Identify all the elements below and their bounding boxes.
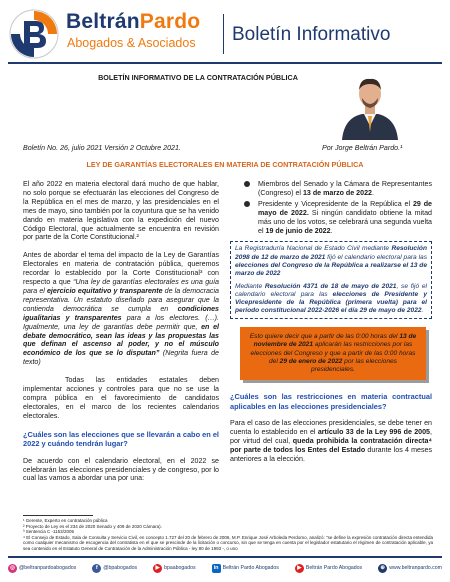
restriction-callout: Esto quiere decir que a partir de las 0:00 horas del 13 de noviembre de 2021 aplicarán las restricciones por las elecciones del Congreso y que a partir de las 0:00 horas del 29 de enero de 2022 por las elecciones presidenciales. bbox=[240, 327, 426, 380]
list-item: Miembros del Senado y la Cámara de Representantes (Congreso) el 13 de marzo de 2022. bbox=[246, 180, 432, 198]
firm-logo-icon bbox=[8, 8, 60, 60]
paragraph-court-quote: Antes de abordar el tema del impacto de la Ley de Garantías Electorales en materia de contratación pública, queremos recordar lo establecido por la Corte Constitucional³ con respecto a que “Una ley de garantías electorales es una guía para el ejercicio equitativo y transparente de la democracia representativa. Un estatuto diseñado para asegurar que la contienda democrática se cumpla en condiciones igualitarias y transparentes para a los electores. (…). Igualmente, una ley de garantías debe permitir que, en el debate democrático, sean las ideas y las propuestas las que definan el ascenso al poder, y no el músculo económico de los que se lo disputan” (Negrita fuera de texto) bbox=[23, 251, 220, 367]
footer-website-link[interactable]: ⊕ www.beltranpardo.com bbox=[378, 564, 442, 573]
brand-name: BeltránPardo bbox=[66, 10, 201, 33]
edition-line: Boletín No. 26, julio 2021 Versión 2 Octubre 2021. bbox=[23, 144, 181, 152]
paragraph-entities: Todas las entidades estatales deben implementar acciones y controles para que no se use la compra pública en el favorecimiento de candidatos electorales, en el marco de los recientes calendarios electorales. bbox=[23, 376, 219, 420]
registry-note-box bbox=[230, 241, 432, 319]
left-column bbox=[23, 180, 219, 492]
facebook-icon: f bbox=[92, 564, 101, 573]
bullet-icon bbox=[244, 181, 250, 187]
list-item: Presidente y Vicepresidente de la República el 29 de mayo de 2022. Si ningún candidato obtiene la mitad más uno de los votos, se celebrará una segunda vuelta el 19 de junio de 2022. bbox=[246, 200, 432, 236]
footnote-item: ⁴ El Consejo de Estado, Sala de Consulta y Servicio Civil, en concepto 1.727 del 20 de febrero de 2006, M.P. Enrique José Arboleda Perdomo, analizó: "se define la expresión contratación directa entendida como cualquier mecanismo de escogencia del contratista en el que se prescinde de la licitación o concurso, sin que se tenga en cuenta por el legislador estatutario el régimen de contratación aplicable, ya sea contenido en el Estatuto General de Contratación de la Administración Pública - ley 80 de 1993 -, o uno bbox=[23, 534, 433, 551]
right-column bbox=[230, 180, 432, 473]
question-elections: ¿Cuáles son las elecciones que se llevarán a cabo en el 2022 y cuándo tendrán lugar? bbox=[23, 429, 219, 449]
registry-note-congress: La Registraduría Nacional de Estado Civil mediante Resolución 2098 de 12 de marzo de 2021 fijó el calendario electoral para las elecciones del Congreso de la República a realizarse el 13 de marzo de 2022 bbox=[235, 245, 428, 277]
registry-note-president: Mediante Resolución 4371 de 18 de mayo de 2021, se fijó el calendario electoral para las elecciones de Presidente y Vicepresidente de la República (primera vuelta) para el período constitucional 2022-2026 el día 29 de mayo de 2022. bbox=[235, 282, 428, 315]
paragraph-calendar: De acuerdo con el calendario electoral, en el 2022 se celebrarán las elecciones presidenciales y de congreso, por lo cual las vamos a abordar una por una: bbox=[23, 456, 219, 483]
header-rule bbox=[8, 62, 442, 64]
election-list bbox=[246, 180, 432, 235]
section-title: LEY DE GARANTÍAS ELECTORALES EN MATERIA DE CONTRATACIÓN PÚBLICA bbox=[86, 160, 364, 169]
linkedin-icon: in bbox=[212, 564, 221, 573]
footnote-item: ¹ Gerente, Experto en contratación pública bbox=[23, 518, 108, 523]
bullet-icon bbox=[244, 201, 250, 207]
bulletin-title: Boletín Informativo bbox=[232, 24, 391, 45]
paragraph-restrictions: Para el caso de las elecciones presidenciales, se debe tener en cuenta lo establecido en el artículo 33 de la Ley 996 de 2005, por virtud del cual, queda prohibida la contratación directa⁴ por parte de todos los Entes del Estado durante los 4 meses anteriores a la elección. bbox=[230, 419, 432, 463]
header-divider bbox=[223, 14, 224, 54]
footer-youtube-link[interactable]: ▶ bpaabogados bbox=[153, 564, 195, 573]
instagram-icon: ◎ bbox=[8, 564, 17, 573]
paragraph-intro: El año 2022 en materia electoral dará mucho de que hablar, no solo porque se efectuarán las elecciones del Congreso de la República en el mes de marzo, y las presidenciales en el mes de mayo, sino también por la coyuntura que se ha venido dando en materia legislativa con la expedición del nuevo Código Electoral, que actualmente se encuentra en revisión por parte de la Corte Constitucional.² bbox=[23, 180, 219, 242]
bulletin-heading: BOLETÍN INFORMATIVO DE LA CONTRATACIÓN PÚBLICA bbox=[98, 73, 298, 82]
footnote-rule bbox=[23, 515, 93, 516]
footer-youtube-channel-link[interactable]: ▶ Beltrán Pardo Abogados bbox=[295, 564, 362, 573]
footer-rule bbox=[8, 556, 442, 558]
youtube-icon: ▶ bbox=[295, 564, 304, 573]
footer bbox=[8, 561, 442, 575]
footnote-item: ² Proyecto de Ley es el 234 de 2020 Senado y 409 de 2020 Cámara). bbox=[23, 523, 162, 529]
brand-subtitle: Abogados & Asociados bbox=[67, 36, 196, 50]
footnotes bbox=[23, 518, 433, 552]
footer-instagram-link[interactable]: ◎ @beltranpardoabogados bbox=[8, 564, 76, 573]
youtube-icon: ▶ bbox=[153, 564, 162, 573]
author-line: Por Jorge Beltrán Pardo.¹ bbox=[322, 144, 403, 152]
globe-icon: ⊕ bbox=[378, 564, 387, 573]
header bbox=[0, 0, 450, 66]
footer-facebook-link[interactable]: f @bpabogados bbox=[92, 564, 137, 573]
footnote-item: ³ Sentencia C -1153/2005 bbox=[23, 529, 74, 535]
question-restrictions: ¿Cuáles son las restricciones en materia contractual aplicables en las elecciones presidenciales? bbox=[230, 392, 432, 411]
author-photo bbox=[328, 68, 412, 140]
footer-linkedin-link[interactable]: in Beltrán Pardo Abogados bbox=[212, 564, 279, 573]
